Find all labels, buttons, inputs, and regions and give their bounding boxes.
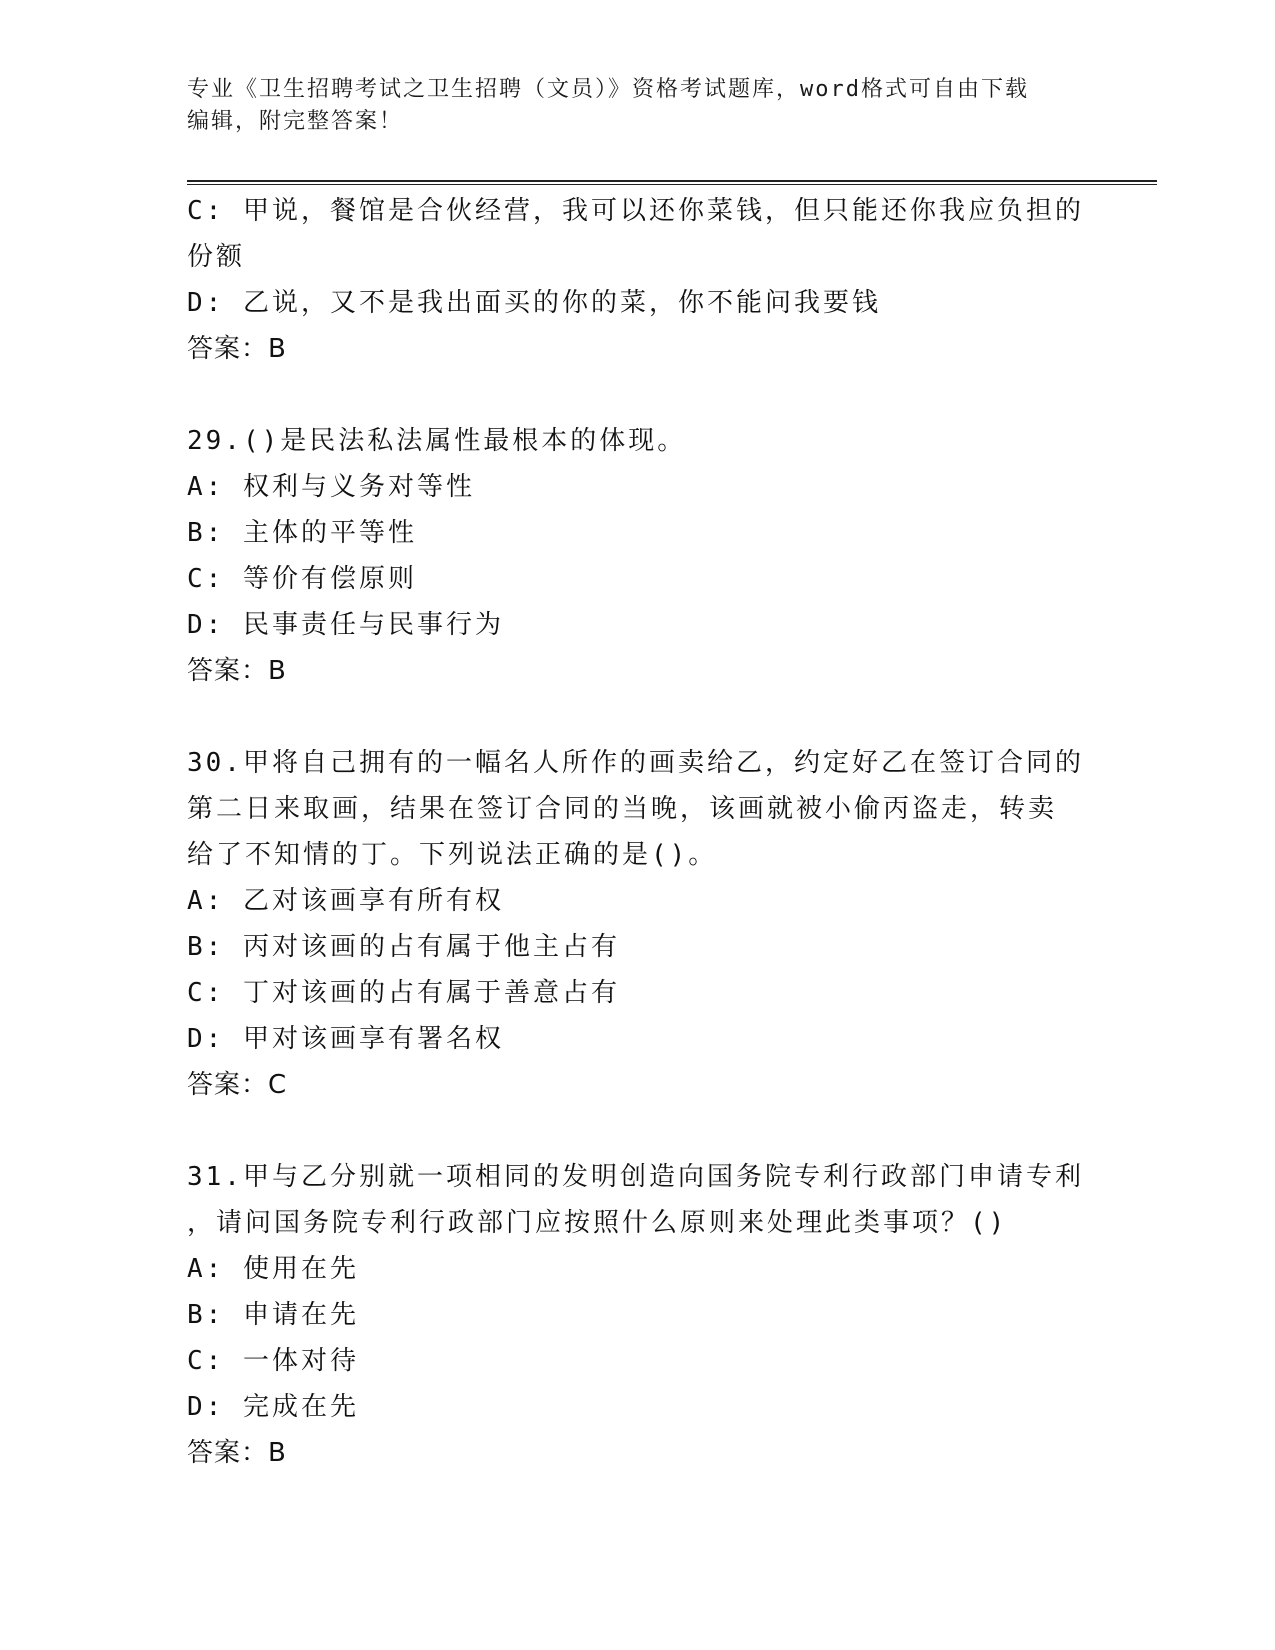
option-a: A: 使用在先 xyxy=(187,1254,359,1284)
question-block-28-continued xyxy=(187,188,1087,372)
answer-line: 答案：B xyxy=(187,334,287,364)
option-a: A: 权利与义务对等性 xyxy=(187,472,475,502)
option-line: D: 乙说，又不是我出面买的你的菜，你不能问我要钱 xyxy=(187,288,881,318)
answer-line: 答案：B xyxy=(187,656,287,686)
question-stem: 30.甲将自己拥有的一幅名人所作的画卖给乙，约定好乙在签订合同的 xyxy=(187,748,1084,778)
header-divider-thin xyxy=(187,184,1157,185)
option-d: D: 甲对该画享有署名权 xyxy=(187,1024,504,1054)
option-b: B: 申请在先 xyxy=(187,1300,359,1330)
option-d: D: 民事责任与民事行为 xyxy=(187,610,504,640)
header-divider xyxy=(187,180,1157,182)
option-c: C: 丁对该画的占有属于善意占有 xyxy=(187,978,620,1008)
answer-line: 答案：B xyxy=(187,1438,287,1468)
option-b: B: 主体的平等性 xyxy=(187,518,417,548)
answer-line: 答案：C xyxy=(187,1070,288,1100)
option-line: C: 甲说，餐馆是合伙经营，我可以还你菜钱，但只能还你我应负担的 xyxy=(187,196,1084,226)
option-line: 份额 xyxy=(187,242,246,272)
document-header xyxy=(187,74,1087,138)
question-stem: ，请问国务院专利行政部门应按照什么原则来处理此类事项？() xyxy=(187,1208,1008,1238)
option-d: D: 完成在先 xyxy=(187,1392,359,1422)
question-stem: 29.()是民法私法属性最根本的体现。 xyxy=(187,426,687,456)
question-list xyxy=(187,188,1087,1522)
option-a: A: 乙对该画享有所有权 xyxy=(187,886,504,916)
question-stem: 第二日来取画，结果在签订合同的当晚，该画就被小偷丙盗走，转卖 xyxy=(187,794,1058,824)
question-stem: 给了不知情的丁。下列说法正确的是()。 xyxy=(187,840,718,870)
option-c: C: 一体对待 xyxy=(187,1346,359,1376)
question-block-30 xyxy=(187,740,1087,1108)
option-c: C: 等价有偿原则 xyxy=(187,564,417,594)
header-line-1: 专业《卫生招聘考试之卫生招聘（文员）》资格考试题库，word格式可自由下载 xyxy=(187,77,1029,102)
header-line-2: 编辑，附完整答案！ xyxy=(187,109,404,134)
question-block-31 xyxy=(187,1154,1087,1476)
option-b: B: 丙对该画的占有属于他主占有 xyxy=(187,932,620,962)
question-stem: 31.甲与乙分别就一项相同的发明创造向国务院专利行政部门申请专利 xyxy=(187,1162,1084,1192)
question-block-29 xyxy=(187,418,1087,694)
